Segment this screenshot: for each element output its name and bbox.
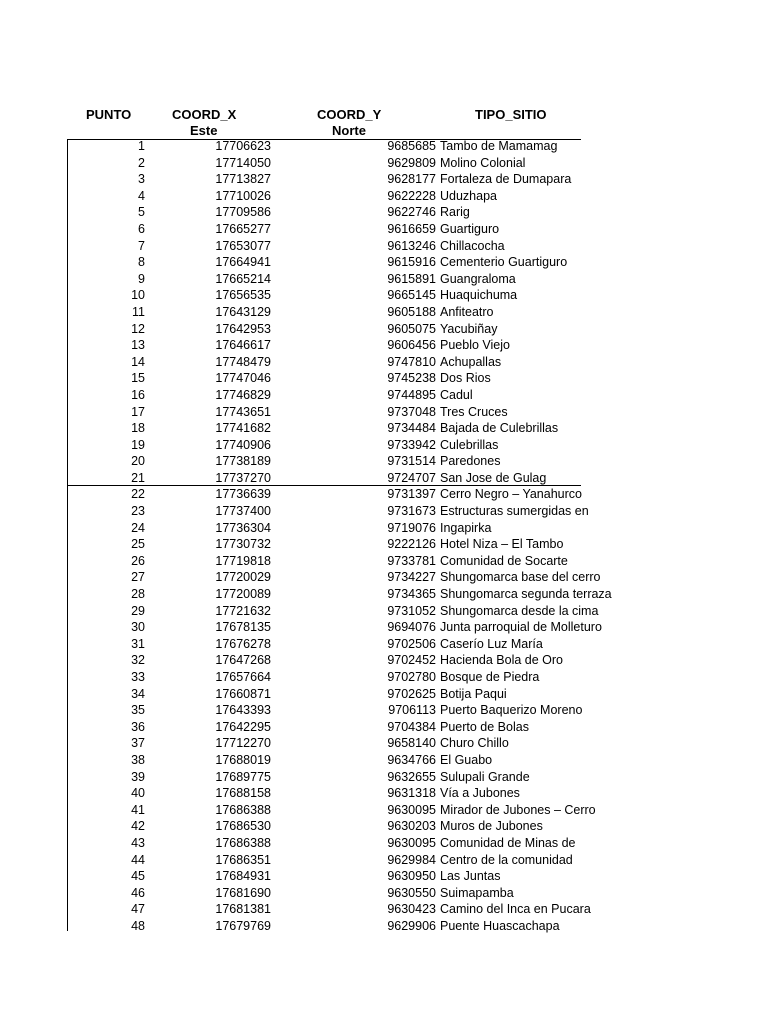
cell-coord-x: 17688019 bbox=[215, 752, 271, 767]
table-row bbox=[0, 188, 768, 205]
cell-punto: 26 bbox=[131, 553, 145, 568]
table-body bbox=[0, 138, 768, 935]
cell-coord-y: 9737048 bbox=[387, 404, 436, 419]
cell-coord-x: 17642953 bbox=[215, 321, 271, 336]
cell-punto: 19 bbox=[131, 437, 145, 452]
cell-tipo-sitio: Comunidad de Minas de bbox=[440, 835, 576, 850]
cell-coord-y: 9702625 bbox=[387, 686, 436, 701]
cell-punto: 43 bbox=[131, 835, 145, 850]
table-row bbox=[0, 171, 768, 188]
cell-coord-y: 9629906 bbox=[387, 918, 436, 933]
cell-coord-y: 9733942 bbox=[387, 437, 436, 452]
cell-coord-y: 9719076 bbox=[387, 520, 436, 535]
table-row bbox=[0, 852, 768, 869]
header-coord-y-sub: Norte bbox=[332, 123, 366, 138]
cell-punto: 24 bbox=[131, 520, 145, 535]
table-row bbox=[0, 304, 768, 321]
table-row bbox=[0, 885, 768, 902]
cell-coord-x: 17686530 bbox=[215, 819, 271, 834]
cell-coord-y: 9629984 bbox=[387, 852, 436, 867]
cell-punto: 34 bbox=[131, 686, 145, 701]
cell-coord-x: 17736639 bbox=[215, 487, 271, 502]
table-row bbox=[0, 271, 768, 288]
cell-tipo-sitio: Hacienda Bola de Oro bbox=[440, 653, 563, 668]
cell-coord-y: 9605075 bbox=[387, 321, 436, 336]
cell-punto: 11 bbox=[132, 304, 145, 319]
table-row bbox=[0, 138, 768, 155]
table-row bbox=[0, 868, 768, 885]
cell-tipo-sitio: Vía a Jubones bbox=[440, 786, 520, 801]
cell-coord-x: 17653077 bbox=[215, 238, 271, 253]
cell-tipo-sitio: Culebrillas bbox=[440, 437, 499, 452]
cell-punto: 4 bbox=[138, 188, 145, 203]
table-row bbox=[0, 536, 768, 553]
cell-coord-y: 9630423 bbox=[387, 902, 436, 917]
cell-coord-y: 9744895 bbox=[387, 387, 436, 402]
cell-tipo-sitio: Botija Paqui bbox=[440, 686, 507, 701]
cell-coord-x: 17665214 bbox=[215, 271, 271, 286]
cell-punto: 25 bbox=[131, 537, 145, 552]
cell-punto: 32 bbox=[131, 653, 145, 668]
cell-punto: 9 bbox=[138, 271, 145, 286]
cell-coord-x: 17664941 bbox=[215, 255, 271, 270]
cell-punto: 27 bbox=[131, 570, 145, 585]
cell-punto: 17 bbox=[131, 404, 145, 419]
cell-tipo-sitio: Shungomarca base del cerro bbox=[440, 570, 601, 585]
table-row bbox=[0, 486, 768, 503]
header-coord-x: COORD_X bbox=[172, 107, 237, 122]
table-row bbox=[0, 453, 768, 470]
cell-coord-y: 9704384 bbox=[387, 719, 436, 734]
cell-coord-y: 9731514 bbox=[387, 454, 436, 469]
table-row bbox=[0, 470, 768, 487]
cell-coord-y: 9634766 bbox=[387, 752, 436, 767]
cell-tipo-sitio: Churo Chillo bbox=[440, 736, 509, 751]
table-row bbox=[0, 337, 768, 354]
cell-coord-x: 17714050 bbox=[215, 155, 271, 170]
cell-coord-y: 9615891 bbox=[387, 271, 436, 286]
cell-coord-y: 9605188 bbox=[387, 304, 436, 319]
cell-tipo-sitio: Uduzhapa bbox=[440, 188, 497, 203]
header-tipo-sitio: TIPO_SITIO bbox=[475, 107, 547, 122]
cell-coord-y: 9734484 bbox=[387, 421, 436, 436]
cell-coord-y: 9606456 bbox=[387, 338, 436, 353]
cell-punto: 41 bbox=[131, 802, 145, 817]
cell-coord-x: 17647268 bbox=[215, 653, 271, 668]
cell-punto: 35 bbox=[131, 703, 145, 718]
cell-tipo-sitio: Bajada de Culebrillas bbox=[440, 421, 559, 436]
cell-coord-y: 9622228 bbox=[387, 188, 436, 203]
cell-punto: 6 bbox=[138, 221, 145, 236]
cell-coord-x: 17748479 bbox=[215, 354, 271, 369]
cell-punto: 8 bbox=[138, 255, 145, 270]
table-row bbox=[0, 669, 768, 686]
table-row bbox=[0, 901, 768, 918]
cell-coord-y: 9631318 bbox=[387, 786, 436, 801]
table-row bbox=[0, 503, 768, 520]
cell-coord-y: 9616659 bbox=[387, 221, 436, 236]
cell-coord-x: 17737400 bbox=[215, 504, 271, 519]
cell-punto: 28 bbox=[131, 587, 145, 602]
cell-tipo-sitio: Huaquichuma bbox=[440, 288, 518, 303]
cell-coord-x: 17747046 bbox=[215, 371, 271, 386]
cell-coord-y: 9702452 bbox=[387, 653, 436, 668]
cell-tipo-sitio: Caserío Luz María bbox=[440, 636, 543, 651]
cell-tipo-sitio: Junta parroquial de Molleturo bbox=[440, 620, 602, 635]
cell-coord-x: 17678135 bbox=[215, 620, 271, 635]
cell-coord-x: 17656535 bbox=[215, 288, 271, 303]
cell-punto: 7 bbox=[138, 238, 145, 253]
cell-coord-x: 17738189 bbox=[215, 454, 271, 469]
cell-tipo-sitio: Shungomarca segunda terraza bbox=[440, 587, 612, 602]
cell-coord-x: 17679769 bbox=[215, 918, 271, 933]
cell-tipo-sitio: Cerro Negro – Yanahurco bbox=[440, 487, 582, 502]
cell-coord-y: 9630550 bbox=[387, 885, 436, 900]
cell-coord-y: 9731052 bbox=[387, 603, 436, 618]
cell-coord-x: 17646617 bbox=[215, 338, 271, 353]
table-row bbox=[0, 553, 768, 570]
cell-punto: 22 bbox=[131, 487, 145, 502]
cell-coord-x: 17686351 bbox=[215, 852, 271, 867]
cell-coord-y: 9630095 bbox=[387, 802, 436, 817]
cell-punto: 31 bbox=[131, 636, 145, 651]
cell-coord-y: 9665145 bbox=[387, 288, 436, 303]
table-row bbox=[0, 802, 768, 819]
cell-coord-y: 9632655 bbox=[387, 769, 436, 784]
cell-coord-x: 17706623 bbox=[215, 139, 271, 153]
cell-punto: 46 bbox=[131, 885, 145, 900]
cell-tipo-sitio: Camino del Inca en Pucara bbox=[440, 902, 591, 917]
cell-coord-y: 9731673 bbox=[387, 504, 436, 519]
cell-coord-x: 17719818 bbox=[215, 553, 271, 568]
cell-coord-x: 17686388 bbox=[215, 802, 271, 817]
cell-punto: 21 bbox=[131, 470, 145, 485]
cell-tipo-sitio: Hotel Niza – El Tambo bbox=[440, 537, 564, 552]
cell-tipo-sitio: Ingapirka bbox=[440, 520, 492, 535]
cell-tipo-sitio: Cadul bbox=[440, 387, 473, 402]
cell-punto: 5 bbox=[138, 205, 145, 220]
cell-tipo-sitio: Estructuras sumergidas en bbox=[440, 504, 589, 519]
cell-coord-x: 17713827 bbox=[215, 172, 271, 187]
cell-punto: 13 bbox=[131, 338, 145, 353]
table-row bbox=[0, 204, 768, 221]
cell-punto: 48 bbox=[131, 918, 145, 933]
cell-coord-y: 9630950 bbox=[387, 869, 436, 884]
header-coord-x-sub: Este bbox=[190, 123, 218, 138]
table-row bbox=[0, 719, 768, 736]
cell-tipo-sitio: Achupallas bbox=[440, 354, 502, 369]
cell-tipo-sitio: Bosque de Piedra bbox=[440, 670, 540, 684]
cell-coord-x: 17710026 bbox=[215, 188, 271, 203]
cell-punto: 12 bbox=[131, 321, 145, 336]
cell-coord-x: 17643129 bbox=[215, 304, 271, 319]
cell-tipo-sitio: Sulupali Grande bbox=[440, 769, 530, 784]
cell-tipo-sitio: Puente Huascachapa bbox=[440, 918, 560, 933]
cell-coord-x: 17721632 bbox=[215, 603, 271, 618]
cell-tipo-sitio: San Jose de Gulag bbox=[440, 470, 547, 485]
cell-coord-x: 17741682 bbox=[215, 421, 271, 436]
cell-coord-y: 9222126 bbox=[387, 537, 436, 552]
table-row bbox=[0, 287, 768, 304]
cell-tipo-sitio: Guangraloma bbox=[440, 271, 516, 286]
table-row bbox=[0, 686, 768, 703]
cell-punto: 45 bbox=[131, 869, 145, 884]
cell-coord-y: 9702506 bbox=[387, 636, 436, 651]
cell-coord-y: 9702780 bbox=[387, 670, 436, 684]
cell-tipo-sitio: Chillacocha bbox=[440, 238, 505, 253]
cell-coord-x: 17746829 bbox=[215, 387, 271, 402]
cell-coord-y: 9615916 bbox=[387, 255, 436, 270]
cell-coord-y: 9630095 bbox=[387, 835, 436, 850]
cell-coord-y: 9745238 bbox=[387, 371, 436, 386]
cell-coord-x: 17686388 bbox=[215, 835, 271, 850]
cell-coord-y: 9613246 bbox=[387, 238, 436, 253]
cell-coord-x: 17665277 bbox=[215, 221, 271, 236]
cell-coord-x: 17660871 bbox=[215, 686, 271, 701]
table-row bbox=[0, 619, 768, 636]
cell-punto: 15 bbox=[131, 371, 145, 386]
cell-coord-x: 17657664 bbox=[215, 670, 271, 684]
cell-punto: 18 bbox=[131, 421, 145, 436]
cell-coord-y: 9706113 bbox=[388, 703, 436, 718]
table-row bbox=[0, 387, 768, 404]
cell-coord-y: 9731397 bbox=[387, 487, 436, 502]
cell-tipo-sitio: Tres Cruces bbox=[440, 404, 508, 419]
cell-coord-y: 9630203 bbox=[387, 819, 436, 834]
cell-coord-y: 9724707 bbox=[387, 470, 436, 485]
table-row bbox=[0, 785, 768, 802]
table-row bbox=[0, 404, 768, 421]
cell-tipo-sitio: Muros de Jubones bbox=[440, 819, 543, 834]
cell-coord-y: 9734365 bbox=[387, 587, 436, 602]
cell-coord-y: 9694076 bbox=[387, 620, 436, 635]
cell-tipo-sitio: Paredones bbox=[440, 454, 501, 469]
cell-coord-x: 17688158 bbox=[215, 786, 271, 801]
cell-coord-x: 17642295 bbox=[215, 719, 271, 734]
table-row bbox=[0, 221, 768, 238]
cell-tipo-sitio: Rarig bbox=[440, 205, 470, 220]
cell-coord-x: 17743651 bbox=[215, 404, 271, 419]
cell-tipo-sitio: Yacubiñay bbox=[440, 321, 498, 336]
cell-coord-x: 17709586 bbox=[215, 205, 271, 220]
table-row bbox=[0, 752, 768, 769]
cell-coord-x: 17676278 bbox=[215, 636, 271, 651]
header-coord-y: COORD_Y bbox=[317, 107, 382, 122]
table-row bbox=[0, 569, 768, 586]
cell-coord-x: 17740906 bbox=[215, 437, 271, 452]
table-row bbox=[0, 520, 768, 537]
cell-tipo-sitio: Fortaleza de Dumapara bbox=[440, 172, 572, 187]
table-row bbox=[0, 918, 768, 935]
cell-tipo-sitio: Tambo de Mamamag bbox=[440, 139, 558, 153]
table-row bbox=[0, 370, 768, 387]
cell-coord-y: 9629809 bbox=[387, 155, 436, 170]
cell-punto: 20 bbox=[131, 454, 145, 469]
cell-coord-x: 17681690 bbox=[215, 885, 271, 900]
cell-tipo-sitio: Mirador de Jubones – Cerro bbox=[440, 802, 596, 817]
cell-tipo-sitio: Cementerio Guartiguro bbox=[440, 255, 568, 270]
cell-coord-x: 17720029 bbox=[215, 570, 271, 585]
cell-coord-x: 17730732 bbox=[215, 537, 271, 552]
cell-coord-x: 17643393 bbox=[215, 703, 271, 718]
cell-punto: 30 bbox=[131, 620, 145, 635]
cell-punto: 3 bbox=[138, 172, 145, 187]
cell-coord-x: 17689775 bbox=[215, 769, 271, 784]
cell-punto: 39 bbox=[131, 769, 145, 784]
cell-punto: 44 bbox=[131, 852, 145, 867]
cell-punto: 23 bbox=[131, 504, 145, 519]
table-row bbox=[0, 420, 768, 437]
cell-tipo-sitio: Centro de la comunidad bbox=[440, 852, 573, 867]
cell-tipo-sitio: Pueblo Viejo bbox=[440, 338, 510, 353]
table-row bbox=[0, 769, 768, 786]
cell-coord-x: 17736304 bbox=[215, 520, 271, 535]
table-row bbox=[0, 254, 768, 271]
table-row bbox=[0, 603, 768, 620]
cell-punto: 29 bbox=[131, 603, 145, 618]
cell-tipo-sitio: Comunidad de Socarte bbox=[440, 553, 568, 568]
table-row bbox=[0, 354, 768, 371]
cell-coord-y: 9734227 bbox=[387, 570, 436, 585]
cell-coord-x: 17681381 bbox=[215, 902, 271, 917]
table-row bbox=[0, 735, 768, 752]
cell-coord-y: 9658140 bbox=[387, 736, 436, 751]
table-row bbox=[0, 652, 768, 669]
cell-coord-y: 9685685 bbox=[387, 139, 436, 153]
cell-punto: 47 bbox=[131, 902, 145, 917]
cell-coord-y: 9733781 bbox=[387, 553, 436, 568]
cell-punto: 10 bbox=[131, 288, 145, 303]
table-row bbox=[0, 155, 768, 172]
header-punto: PUNTO bbox=[86, 107, 132, 122]
cell-punto: 38 bbox=[131, 752, 145, 767]
table-row bbox=[0, 321, 768, 338]
table-row bbox=[0, 586, 768, 603]
cell-tipo-sitio: Molino Colonial bbox=[440, 155, 526, 170]
table-row bbox=[0, 437, 768, 454]
cell-punto: 33 bbox=[131, 670, 145, 684]
cell-tipo-sitio: Anfiteatro bbox=[440, 304, 494, 319]
table-row bbox=[0, 238, 768, 255]
cell-coord-x: 17737270 bbox=[215, 470, 271, 485]
cell-tipo-sitio: Las Juntas bbox=[440, 869, 501, 884]
table-row bbox=[0, 702, 768, 719]
table-row bbox=[0, 835, 768, 852]
cell-tipo-sitio: Suimapamba bbox=[440, 885, 514, 900]
cell-tipo-sitio: Dos Rios bbox=[440, 371, 491, 386]
cell-punto: 16 bbox=[131, 387, 145, 402]
cell-tipo-sitio: Guartiguro bbox=[440, 221, 500, 236]
cell-coord-y: 9747810 bbox=[387, 354, 436, 369]
cell-punto: 1 bbox=[138, 139, 145, 153]
cell-tipo-sitio: Shungomarca desde la cima bbox=[440, 603, 599, 618]
cell-punto: 42 bbox=[131, 819, 145, 834]
table-row bbox=[0, 636, 768, 653]
cell-tipo-sitio: Puerto Baquerizo Moreno bbox=[440, 703, 583, 718]
cell-coord-y: 9628177 bbox=[387, 172, 436, 187]
cell-punto: 14 bbox=[131, 354, 145, 369]
cell-coord-x: 17684931 bbox=[215, 869, 271, 884]
cell-coord-x: 17712270 bbox=[215, 736, 271, 751]
cell-tipo-sitio: El Guabo bbox=[440, 752, 493, 767]
table-row bbox=[0, 818, 768, 835]
cell-coord-y: 9622746 bbox=[387, 205, 436, 220]
cell-punto: 2 bbox=[138, 155, 145, 170]
cell-punto: 37 bbox=[131, 736, 145, 751]
cell-punto: 40 bbox=[131, 786, 145, 801]
cell-tipo-sitio: Puerto de Bolas bbox=[440, 719, 529, 734]
cell-coord-x: 17720089 bbox=[215, 587, 271, 602]
cell-punto: 36 bbox=[131, 719, 145, 734]
